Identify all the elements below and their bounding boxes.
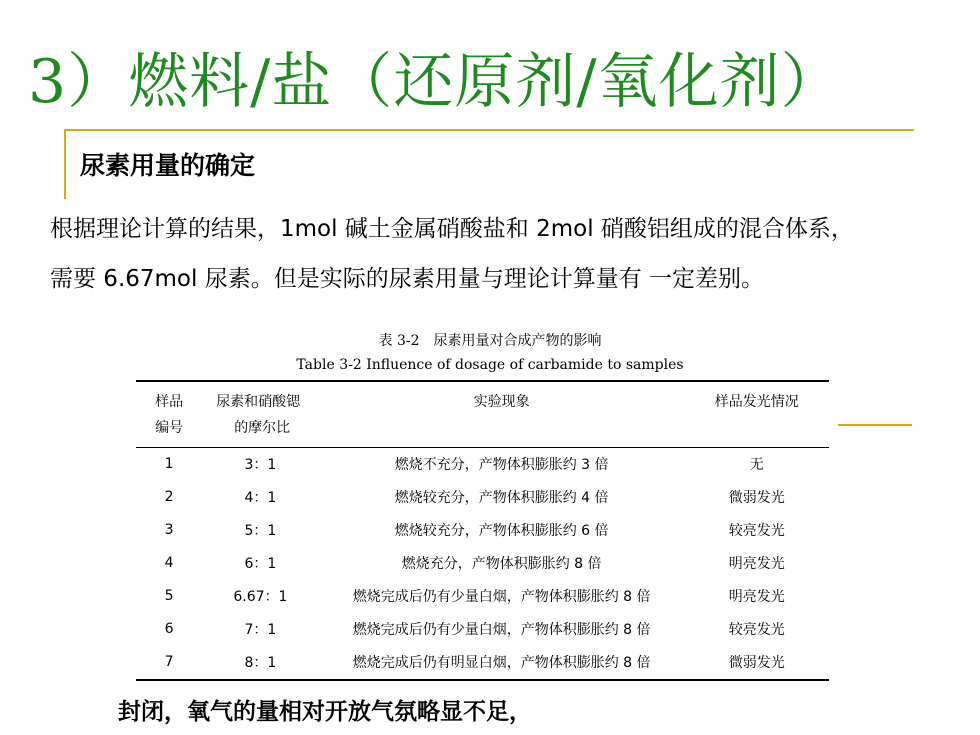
- table-row: [136, 514, 829, 547]
- header-luminescence: 样品发光情况: [714, 394, 799, 410]
- paragraph-line-2: 需要 6.67mol 尿素。但是实际的尿素用量与理论计算量有 一定差别。: [50, 266, 765, 292]
- cell-id: 5: [164, 588, 174, 604]
- cell-ratio: 5：1: [244, 523, 277, 539]
- cell-luminescence: 明亮发光: [728, 556, 785, 572]
- cell-id: 2: [164, 489, 174, 505]
- cell-id: 6: [164, 621, 174, 637]
- accent-rule-side: [838, 424, 912, 426]
- table-row: [136, 646, 829, 680]
- table-header-row: [136, 381, 829, 447]
- accent-rule-horizontal: [64, 129, 914, 131]
- header-phenomenon: 实验现象: [473, 394, 530, 410]
- cell-id: 1: [164, 456, 174, 472]
- cell-ratio: 6：1: [244, 556, 277, 572]
- cell-ratio: 7：1: [244, 622, 277, 638]
- paragraph-line-1: 根据理论计算的结果，1mol 碱土金属硝酸盐和 2mol 硝酸铝组成的混合体系，: [50, 216, 854, 242]
- table-caption-en: Table 3-2 Influence of dosage of carbamide to samples: [296, 357, 684, 373]
- section-subtitle: 尿素用量的确定: [80, 151, 256, 180]
- cell-ratio: 4：1: [244, 490, 277, 506]
- cell-phenomenon: 燃烧完成后仍有明显白烟，产物体积膨胀约 8 倍: [352, 655, 651, 671]
- header-molar-ratio-line1: 尿素和硝酸锶: [216, 394, 301, 410]
- cell-phenomenon: 燃烧较充分，产物体积膨胀约 6 倍: [394, 523, 609, 539]
- cell-phenomenon: 燃烧不充分，产物体积膨胀约 3 倍: [394, 457, 609, 473]
- cell-luminescence: 较亮发光: [728, 622, 785, 638]
- header-molar-ratio-line2: 的摩尔比: [234, 420, 291, 436]
- cell-luminescence: 微弱发光: [728, 655, 785, 671]
- header-sample-id-line2: 编号: [155, 420, 184, 436]
- header-sample-id-line1: 样品: [155, 394, 184, 410]
- cell-ratio: 3：1: [244, 457, 277, 473]
- header-sample-id: [136, 381, 202, 447]
- cell-ratio: 8：1: [244, 655, 277, 671]
- cell-phenomenon: 燃烧完成后仍有少量白烟，产物体积膨胀约 8 倍: [352, 622, 651, 638]
- cell-id: 7: [164, 654, 174, 670]
- table-row: [136, 447, 829, 481]
- cell-ratio: 6.67：1: [233, 589, 288, 605]
- cell-luminescence: 明亮发光: [728, 589, 785, 605]
- slide-title: 3）燃料/盐（还原剂/氧化剂）: [28, 47, 842, 117]
- cell-phenomenon: 燃烧充分，产物体积膨胀约 8 倍: [401, 556, 602, 572]
- cell-id: 4: [164, 555, 174, 571]
- cell-luminescence: 微弱发光: [728, 490, 785, 506]
- cell-phenomenon: 燃烧完成后仍有少量白烟，产物体积膨胀约 8 倍: [352, 589, 651, 605]
- table-row: [136, 547, 829, 580]
- cell-phenomenon: 燃烧较充分，产物体积膨胀约 4 倍: [394, 490, 609, 506]
- accent-rule-vertical: [64, 129, 66, 199]
- cell-luminescence: 较亮发光: [728, 523, 785, 539]
- table-row: [136, 580, 829, 613]
- table-row: [136, 613, 829, 646]
- cell-id: 3: [164, 522, 174, 538]
- table-row: [136, 481, 829, 514]
- table-caption-cn: 表 3-2 尿素用量对合成产物的影响: [378, 333, 602, 349]
- cell-luminescence: 无: [749, 457, 764, 473]
- dosage-table: [136, 380, 829, 681]
- footer-note: 封闭，氧气的量相对开放气氛略显不足，: [118, 699, 532, 725]
- header-molar-ratio: [202, 381, 319, 447]
